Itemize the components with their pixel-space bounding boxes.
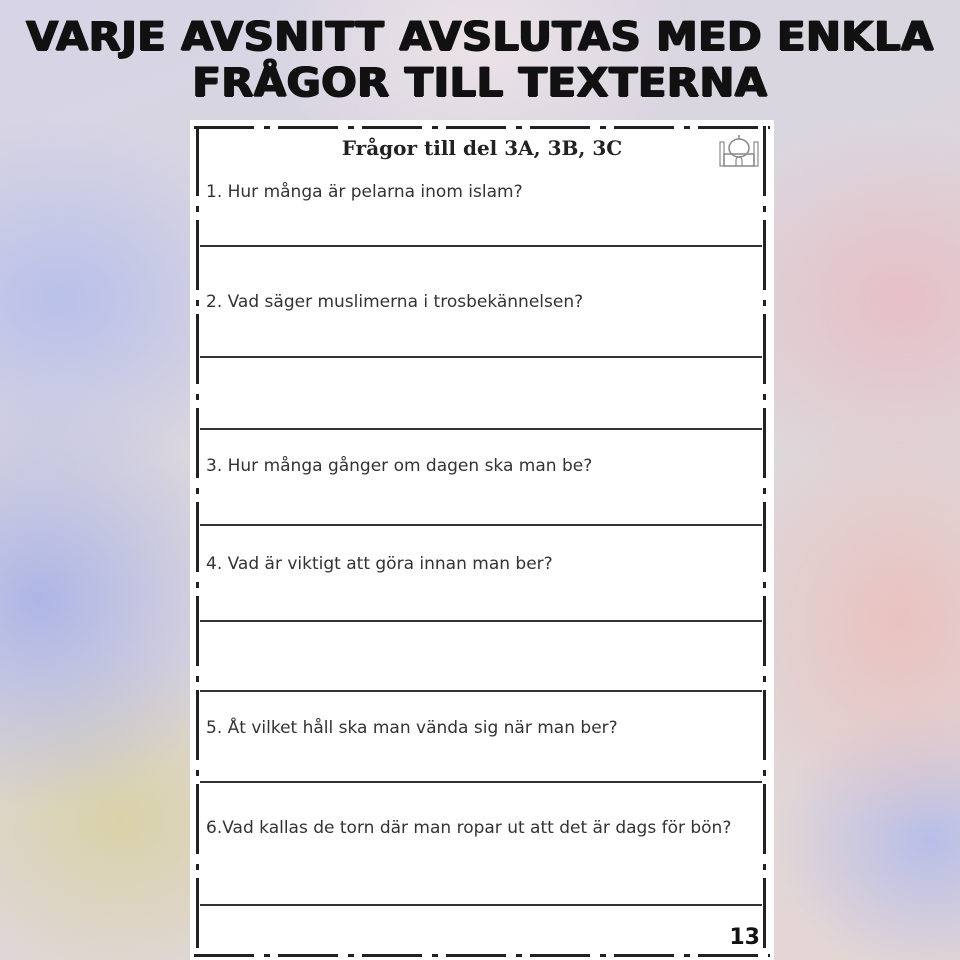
worksheet-page [190, 120, 774, 960]
question-6: 6.Vad kallas de torn där man ropar ut att det är dags för bön? [206, 818, 732, 838]
answer-line [200, 428, 762, 430]
banner-heading [0, 14, 960, 106]
question-2: 2. Vad säger muslimerna i trosbekännelsen? [206, 292, 584, 312]
question-3: 3. Hur många gånger om dagen ska man be? [206, 456, 593, 476]
frame-border-top [194, 126, 770, 129]
page-number: 13 [729, 925, 760, 950]
question-5: 5. Åt vilket håll ska man vända sig när man ber? [206, 718, 618, 738]
question-1: 1. Hur många är pelarna inom islam? [206, 182, 523, 202]
answer-line [200, 356, 762, 358]
worksheet-title: Frågor till del 3A, 3B, 3C [341, 136, 623, 160]
mosque-icon [718, 132, 760, 170]
answer-line [200, 781, 762, 783]
answer-line [200, 524, 762, 526]
banner-line-2: FRÅGOR TILL TEXTERNA [192, 60, 768, 106]
answer-line [200, 245, 762, 247]
frame-border-right [763, 126, 766, 957]
banner-line-1: VARJE AVSNITT AVSLUTAS MED ENKLA [26, 14, 934, 60]
answer-line [200, 620, 762, 622]
answer-line [200, 690, 762, 692]
frame-border-bottom [194, 954, 770, 957]
answer-line [200, 904, 762, 906]
frame-border-left [196, 126, 199, 957]
question-4: 4. Vad är viktigt att göra innan man ber? [206, 554, 553, 574]
